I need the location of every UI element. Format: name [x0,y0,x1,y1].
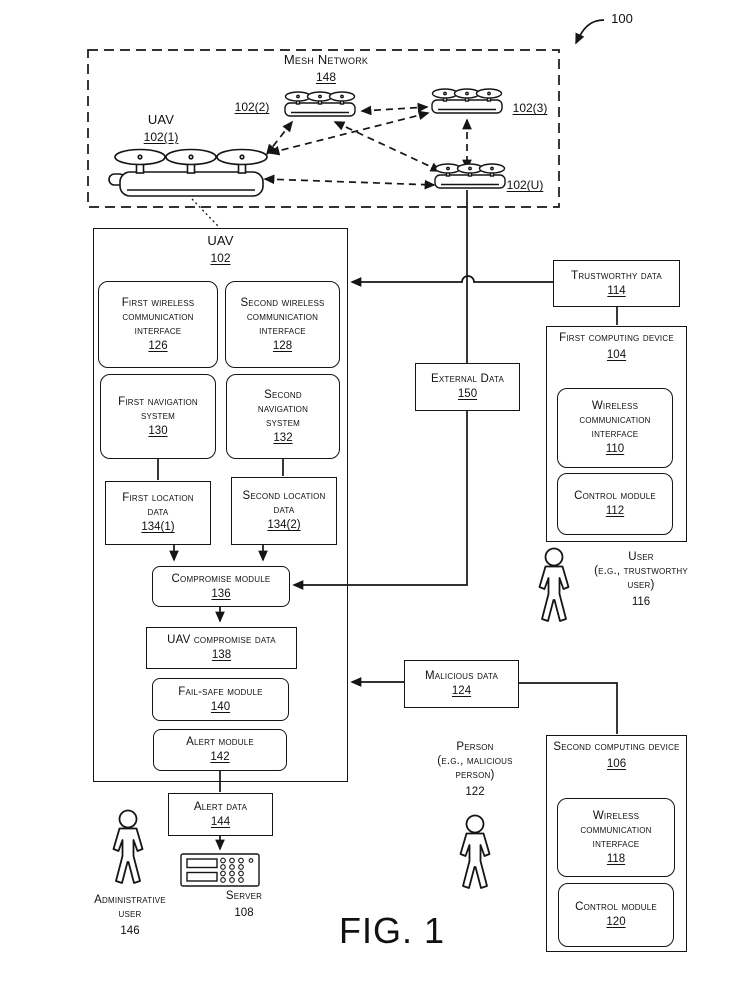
drone-icon-uav-102-3 [432,89,502,113]
control-module-112-box: Control module 112 [557,473,673,535]
second-navigation-system-box: Second navigation system 132 [226,374,340,459]
control-module-120-box: Control module 120 [558,883,674,947]
figure-overall-ref: 100 [611,11,633,26]
link-102-1-to-102-3 [270,113,428,153]
figure-title: FIG. 1 [338,910,446,951]
admin-user-label: Administrative user 146 [94,894,166,938]
mesh-links [265,107,467,185]
compromise-module-box: Compromise module 136 [152,566,290,607]
uav-leader-line [192,199,218,226]
person-icon-admin-user [114,811,143,884]
malicious-person-label: Person (e.g., malicious person) 122 [437,741,513,799]
uav-102-3-label: 102(3) [512,101,548,115]
trustworthy-data-to-uav-line [352,276,553,282]
link-102-2-to-102-u [335,122,440,171]
second-wireless-interface-box: Second wireless communication interface 128 [225,281,340,368]
trustworthy-data-box: Trustworthy data 114 [553,260,680,307]
link-102-2-to-102-3 [362,107,427,111]
uav-102-1-label: UAV 102(1) [143,112,179,144]
first-navigation-system-box: First navigation system 130 [100,374,216,459]
second-location-data-box: Second location data 134(2) [231,477,337,545]
alert-module-box: Alert module 142 [153,729,287,771]
external-data-box: External Data 150 [415,363,520,411]
uav-102-u-label: 102(U) [506,178,544,192]
uav-detail-title: UAV 102 [207,233,234,265]
wireless-interface-118-box: Wireless communication interface 118 [557,798,675,877]
second-computing-device-title: Second computing device 106 [553,741,680,771]
drone-icon-uav-102-2 [285,92,355,116]
malicious-to-second-device-line [519,683,617,734]
mesh-network-label: Mesh Network 148 [283,52,369,84]
person-icon-trustworthy-user [540,549,569,622]
drone-icon-uav-102-1 [109,150,267,197]
drone-icon-uav-102-u [435,164,505,188]
trustworthy-user-label: User (e.g., trustworthy user) 116 [594,551,688,609]
wireless-interface-110-box: Wireless communication interface 110 [557,388,673,468]
person-icon-malicious-person [461,816,490,889]
alert-data-box: Alert data 144 [168,793,273,836]
first-computing-device-title: First computing device 104 [559,332,674,362]
uav-102-2-label: 102(2) [234,100,270,114]
server-label: Server 108 [225,890,263,920]
first-location-data-box: First location data 134(1) [105,481,211,545]
fail-safe-module-box: Fail-safe module 140 [152,678,289,721]
uav-compromise-data-box: UAV compromise data 138 [146,627,297,669]
first-wireless-interface-box: First wireless communication interface 126 [98,281,218,368]
link-102-1-to-102-u [265,179,434,185]
malicious-data-box: Malicious data 124 [404,660,519,708]
server-icon [181,854,259,886]
